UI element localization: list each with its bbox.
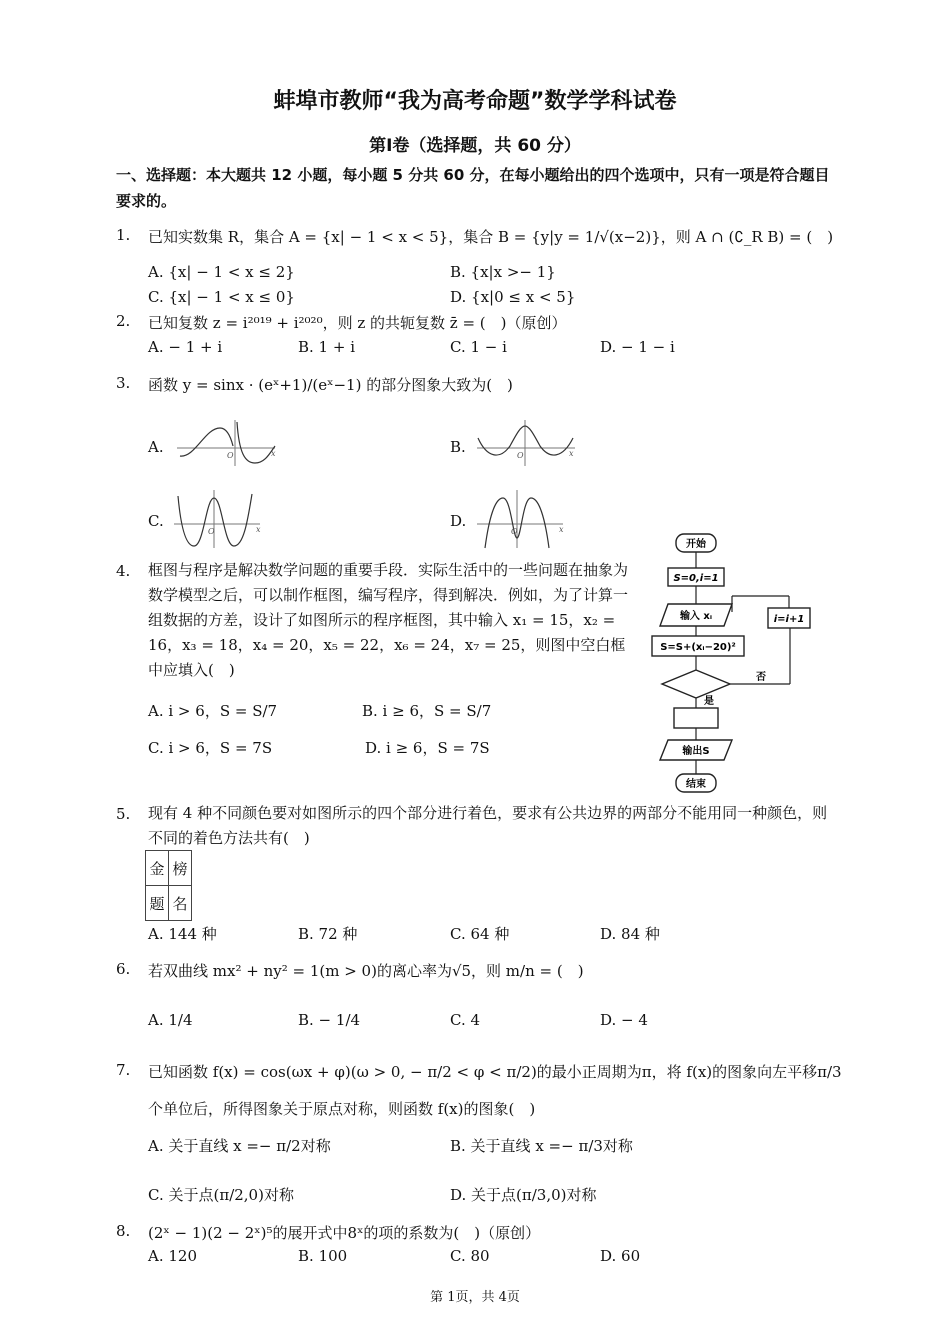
question-number: 3. [116,374,131,392]
graph-origin: O [208,527,215,536]
option-c: C. 1 − i [450,338,507,356]
flow-yes-label: 是 [704,696,714,707]
option-a: A. [148,438,164,456]
question-number: 8. [116,1222,131,1240]
section-heading: 一、选择题：本大题共 12 小题，每小题 5 分共 60 分，在每小题给出的四个选项中，只有一项是符合题目要求的。 [116,166,830,210]
option-b: B. 72 种 [298,925,358,943]
question-stem-continued: 个单位后，所得图象关于原点对称，则函数 f(x)的图象( ) [148,1100,536,1118]
option-b: B. 关于直线 x =− π/3对称 [450,1137,633,1155]
option-a: A. − 1 + i [148,338,223,356]
graph-x-label: x [256,525,261,534]
question-number: 4. [116,562,131,580]
question-stem: (2ˣ − 1)(2 − 2ˣ)⁵的展开式中8ˣ的项的系数为( )（原创） [148,1224,541,1242]
question-stem: 若双曲线 mx² + ny² = 1(m > 0)的离心率为√5，则 m/n = ( ) [148,962,584,980]
graph-a [175,418,280,468]
option-b: B. {x|x >− 1} [450,263,556,281]
region-2: 榜 [169,851,192,886]
question-stem: 框图与程序是解决数学问题的重要手段．实际生活中的一些问题在抽象为数学模型之后，可以制作框图，编写程序，得到解决．例如，为了计算一组数据的方差，设计了如图所示的程序框图，其中输入 x₁ = 15，x₂ = 16，x₃ = 18，x₄ = 20，x₅ = 22，x₆ = 24，x₇ = 25，则图中空白框中应填入( ) [148,561,629,679]
flow-blank-box [674,708,718,728]
flow-output-label: 输出S [682,746,710,757]
option-d: D. − 1 − i [600,338,675,356]
option-d: D. − 4 [600,1011,648,1029]
option-c: C. {x| − 1 < x ≤ 0} [148,288,295,306]
question-number: 2. [116,312,131,330]
option-b: B. − 1/4 [298,1011,361,1029]
option-b: B. 1 + i [298,338,356,356]
region-3: 题 [146,886,169,921]
option-d: D. 84 种 [600,925,660,943]
option-a: A. 关于直线 x =− π/2对称 [148,1137,331,1155]
question-number: 7. [116,1061,131,1079]
option-d: D. [450,512,467,530]
option-c: C. 64 种 [450,925,510,943]
option-c: C. 4 [450,1011,481,1029]
option-d: D. 60 [600,1247,641,1265]
flow-init-label: S=0,i=1 [673,573,719,584]
question-stem: 现有 4 种不同颜色要对如图所示的四个部分进行着色，要求有公共边界的两部分不能用同一种颜色，则不同的着色方法共有( ) [148,804,828,847]
page-title: 蚌埠市教师“我为高考命题”数学学科试卷 [273,89,677,114]
option-c: C. [148,512,164,530]
option-a: A. {x| − 1 < x ≤ 2} [148,263,295,281]
option-a: A. 1/4 [148,1011,193,1029]
question-stem: 已知函数 f(x) = cos(ωx + φ)(ω > 0, − π/2 < φ < π/2)的最小正周期为π，将 f(x)的图象向左平移π/3 [148,1063,842,1081]
graph-origin: O [511,527,518,536]
flow-input-label: 输入 xᵢ [679,611,713,622]
option-a: A. 120 [148,1247,197,1265]
flow-no-label: 否 [756,672,766,683]
graph-origin: O [227,451,234,460]
flow-start-label: 开始 [686,539,706,550]
option-a: A. 144 种 [148,925,217,943]
region-1: 金 [146,851,169,886]
question-stem: 已知实数集 R，集合 A = {x| − 1 < x < 5}，集合 B = {y|y = 1/√(x−2)}，则 A ∩ (∁_R B) = ( ) [148,228,834,246]
question-stem: 函数 y = sinx · (eˣ+1)/(eˣ−1) 的部分图象大致为( ) [148,376,513,394]
page-footer: 第 1页，共 4页 [430,1290,520,1305]
graph-d [475,488,565,550]
region-4: 名 [169,886,192,921]
option-a: A. i > 6，S = S/7 [148,702,278,720]
question-number: 5. [116,805,131,823]
question-number: 1. [116,226,131,244]
flow-end-label: 结束 [686,779,706,790]
option-d: D. {x|0 ≤ x < 5} [450,288,576,306]
part-subtitle: 第Ⅰ卷（选择题，共 60 分） [369,136,581,156]
graph-x-label: x [271,449,276,458]
flow-calc-label: S=S+(xᵢ−20)² [660,642,736,653]
graph-x-label: x [559,525,564,534]
option-b: B. [450,438,466,456]
question-number: 6. [116,960,131,978]
option-b: B. i ≥ 6，S = S/7 [362,702,492,720]
graph-x-label: x [569,449,574,458]
color-map-grid [145,850,192,921]
option-c: C. 关于点(π/2,0)对称 [148,1186,294,1204]
option-c: C. 80 [450,1247,490,1265]
option-d: D. i ≥ 6，S = 7S [365,739,490,757]
flow-inc-label: i=i+1 [773,614,805,625]
flowchart [640,532,820,800]
graph-origin: O [517,451,524,460]
graph-b [475,418,580,468]
option-b: B. 100 [298,1247,348,1265]
option-d: D. 关于点(π/3,0)对称 [450,1186,597,1204]
question-stem: 已知复数 z = i²⁰¹⁹ + i²⁰²⁰，则 z 的共轭复数 z̄ = ( )（原创） [148,314,567,332]
option-c: C. i > 6，S = 7S [148,739,273,757]
flow-decision [662,670,730,698]
graph-c [172,488,262,550]
